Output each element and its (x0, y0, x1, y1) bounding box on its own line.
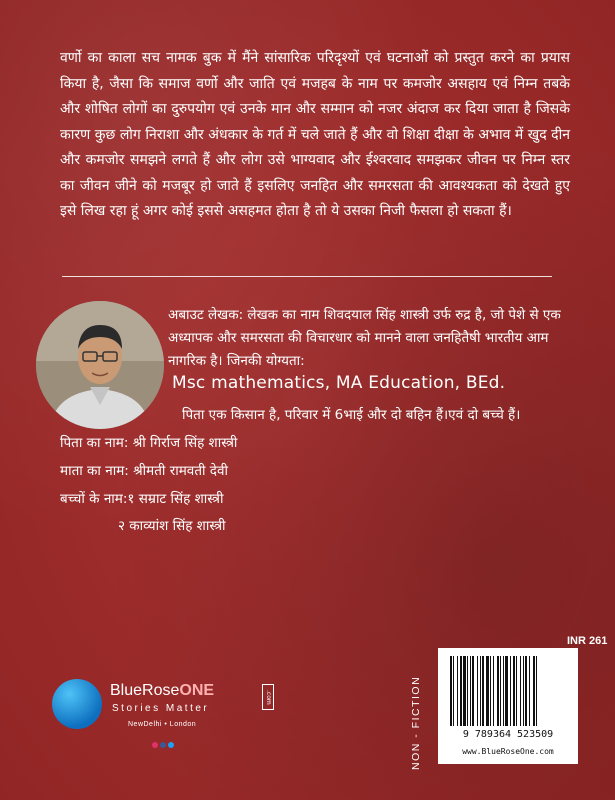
publisher-tagline: Stories Matter (112, 703, 210, 714)
instagram-icon (152, 742, 158, 748)
publisher-logo (52, 676, 292, 746)
genre-text: NON - FICTION (410, 675, 422, 770)
mother-name: माता का नाम: श्रीमती रामवती देवी (60, 463, 228, 479)
publisher-name (110, 682, 214, 700)
children-names: बच्चों के नाम:१ सम्राट सिंह शास्त्री (60, 491, 224, 507)
author-photo (36, 301, 164, 429)
bluerose-logo-icon (52, 679, 102, 729)
publisher-name-part2: ONE (179, 682, 215, 699)
publisher-domain-suffix: .com (262, 684, 274, 710)
isbn-number: 9 789364 523509 (462, 729, 554, 740)
price-label: INR 261 (567, 635, 608, 647)
back-cover-blurb: वर्णो का काला सच नामक बुक में मैंने सांसारिक परिदृश्यों एवं घटनाओं को प्रस्तुत करने का प्रयास किया है, जैसा कि समाज वर्णो और जाति एवं मजहब के नाम पर कमजोर असहाय एवं निम्न तबके और शोषित लोगों का दुरुपयोग एवं उनके मान और सम्मान को नजर अंदाज कर दिया जाता है जिसके कारण कुछ लोग निराशा और अंधकार के गर्त में चले जाते हैं और वो शिक्षा दीक्षा के अभाव में खुद दीन और कमजोर समझने लगते हैं और लोग उसे भाग्यवाद और ईश्वरवाद समझकर जीवन पर निम्न स्तर का जीवन जीने को मजबूर हो जाते हैं इसलिए जनहित और समरसता की आवश्यकता को देखते हुए इसे लिख रहा हूं अगर कोई इससे असहमत होता है तो ये उसका निजी फैसला हो सकता हैं। (60, 50, 570, 219)
divider-line (62, 276, 552, 277)
author-qualifications: Msc mathematics, MA Education, BEd. (172, 373, 506, 393)
publisher-website: www.BlueRoseOne.com (462, 747, 554, 756)
author-family: पिता एक किसान है, परिवार में 6भाई और दो बहिन हैं।एवं दो बच्चे हैं। (182, 407, 521, 423)
publisher-name-part1: BlueRose (110, 682, 180, 699)
twitter-icon (168, 742, 174, 748)
facebook-icon (160, 742, 166, 748)
barcode-graphic (448, 656, 568, 728)
social-icons (152, 733, 182, 741)
child-two-name: २ काव्यांश सिंह शास्त्री (118, 518, 226, 534)
isbn-barcode (438, 648, 578, 764)
about-author: अबाउट लेखक: लेखक का नाम शिवदयाल सिंह शास्त्री उर्फ रुद्र है, जो पेशे से एक अध्यापक और समरसता की विचारधार को मानने वाला जनहितैषी भारतीय आम नागरिक है। जिनकी योग्यता: (168, 307, 561, 369)
father-name: पिता का नाम: श्री गिर्राज सिंह शास्त्री (60, 435, 238, 451)
publisher-locations: NewDelhi • London (128, 721, 197, 728)
